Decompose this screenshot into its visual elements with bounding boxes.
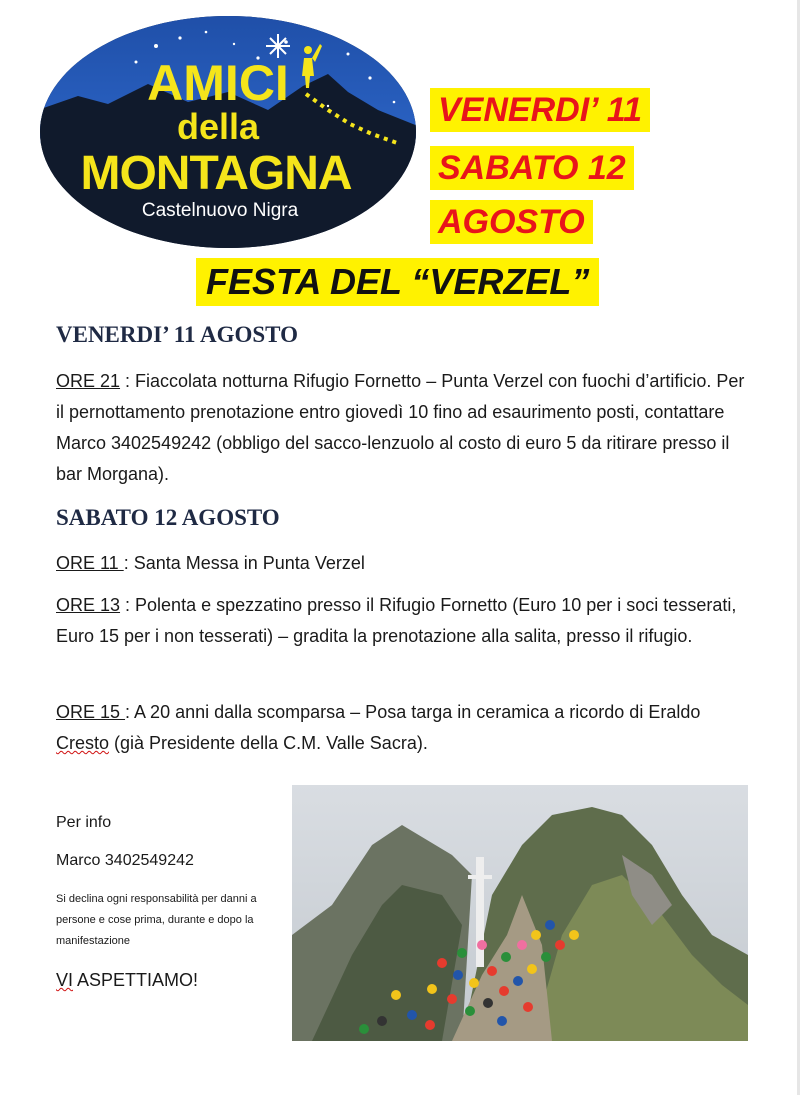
date-month: AGOSTO (430, 200, 593, 244)
info-label: Per info (56, 814, 112, 831)
date-saturday: SABATO 12 (430, 146, 634, 190)
logo-title-montagna: MONTAGNA (80, 147, 352, 200)
logo-title-della: della (176, 106, 260, 147)
schedule-text: : Fiaccolata notturna Rifugio Fornetto – Punta Verzel con fuochi d’artificio. Per il pernottamento prenotazione entro giovedì 10 fino ad esaurimento posti, contattare Marco 3402549242 (obbligo del sacco-lenzuolo al costo di euro 5 da ritirare presso il bar Morgana). (56, 371, 745, 484)
disclaimer: Si declina ogni responsabilità per danni a persone e cose prima, durante e dopo la manifestazione (56, 893, 257, 947)
closing-vi: VI (56, 970, 74, 990)
event-title: FESTA DEL “VERZEL” (196, 258, 599, 306)
friday-heading: VENERDI’ 11 AGOSTO (56, 322, 298, 347)
closing-rest: ASPETTIAMO! (73, 970, 199, 990)
date-friday: VENERDI’ 11 (430, 88, 650, 132)
schedule-text: : Santa Messa in Punta Verzel (123, 553, 365, 573)
saturday-item-13 (56, 590, 756, 652)
friday-item-21 (56, 366, 756, 490)
schedule-text: : Polenta e spezzatino presso il Rifugio Fornetto (Euro 10 per i soci tesserati, Euro 15 per i non tesserati) – gradita la prenotazione alla salita, presso il rifugio. (56, 595, 737, 646)
logo-title-amici: AMICI (147, 55, 289, 111)
mountain-crowd-image (292, 785, 748, 1041)
saturday-heading: SABATO 12 AGOSTO (56, 505, 280, 530)
closing-text (56, 970, 198, 991)
name-cresto: Cresto (56, 733, 110, 753)
schedule-time: ORE 11 (56, 553, 124, 573)
schedule-time: ORE 21 (56, 371, 121, 391)
logo-subtitle: Castelnuovo Nigra (141, 200, 299, 221)
schedule-text-end: (già Presidente della C.M. Valle Sacra). (109, 733, 428, 753)
saturday-item-15 (56, 697, 756, 759)
schedule-time: ORE 15 (56, 702, 126, 722)
info-contact: Marco 3402549242 (56, 852, 194, 869)
saturday-item-11 (56, 548, 756, 579)
summit-photo (292, 785, 748, 1041)
schedule-text: : A 20 anni dalla scomparsa – Posa targa in ceramica a ricordo di Eraldo (125, 702, 701, 722)
club-logo (38, 14, 418, 250)
schedule-time: ORE 13 (56, 595, 121, 615)
